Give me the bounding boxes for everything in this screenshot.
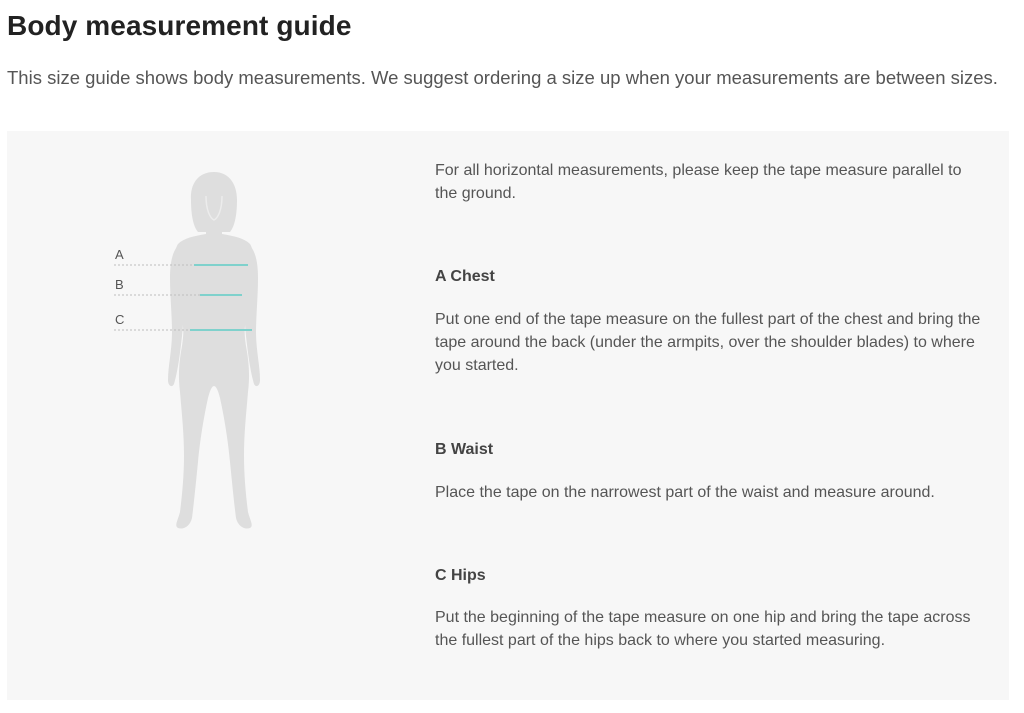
page-title: Body measurement guide [7, 10, 352, 41]
label-b: B [115, 277, 124, 292]
waist-instructions: Place the tape on the narrowest part of the waist and measure around. [435, 484, 935, 501]
hips-instructions: Put the beginning of the tape measure on one hip and bring the tape across the fullest part of the hips back to where you started measuring. [435, 609, 971, 649]
intro-text: This size guide shows body measurements. We suggest ordering a size up when your measurements are between sizes. [7, 67, 998, 88]
female-body-silhouette-icon [102, 166, 302, 536]
label-a: A [115, 247, 124, 262]
body-figure [102, 166, 302, 536]
chest-heading: A Chest [435, 268, 495, 285]
general-note: For all horizontal measurements, please keep the tape measure parallel to the ground. [435, 162, 962, 202]
chest-instructions: Put one end of the tape measure on the fullest part of the chest and bring the tape around the back (under the armpits, over the shoulder blades) to where you started. [435, 311, 981, 374]
measurement-panel [7, 131, 1009, 700]
hips-heading: C Hips [435, 567, 486, 584]
waist-heading: B Waist [435, 441, 494, 458]
label-c: C [115, 312, 125, 327]
